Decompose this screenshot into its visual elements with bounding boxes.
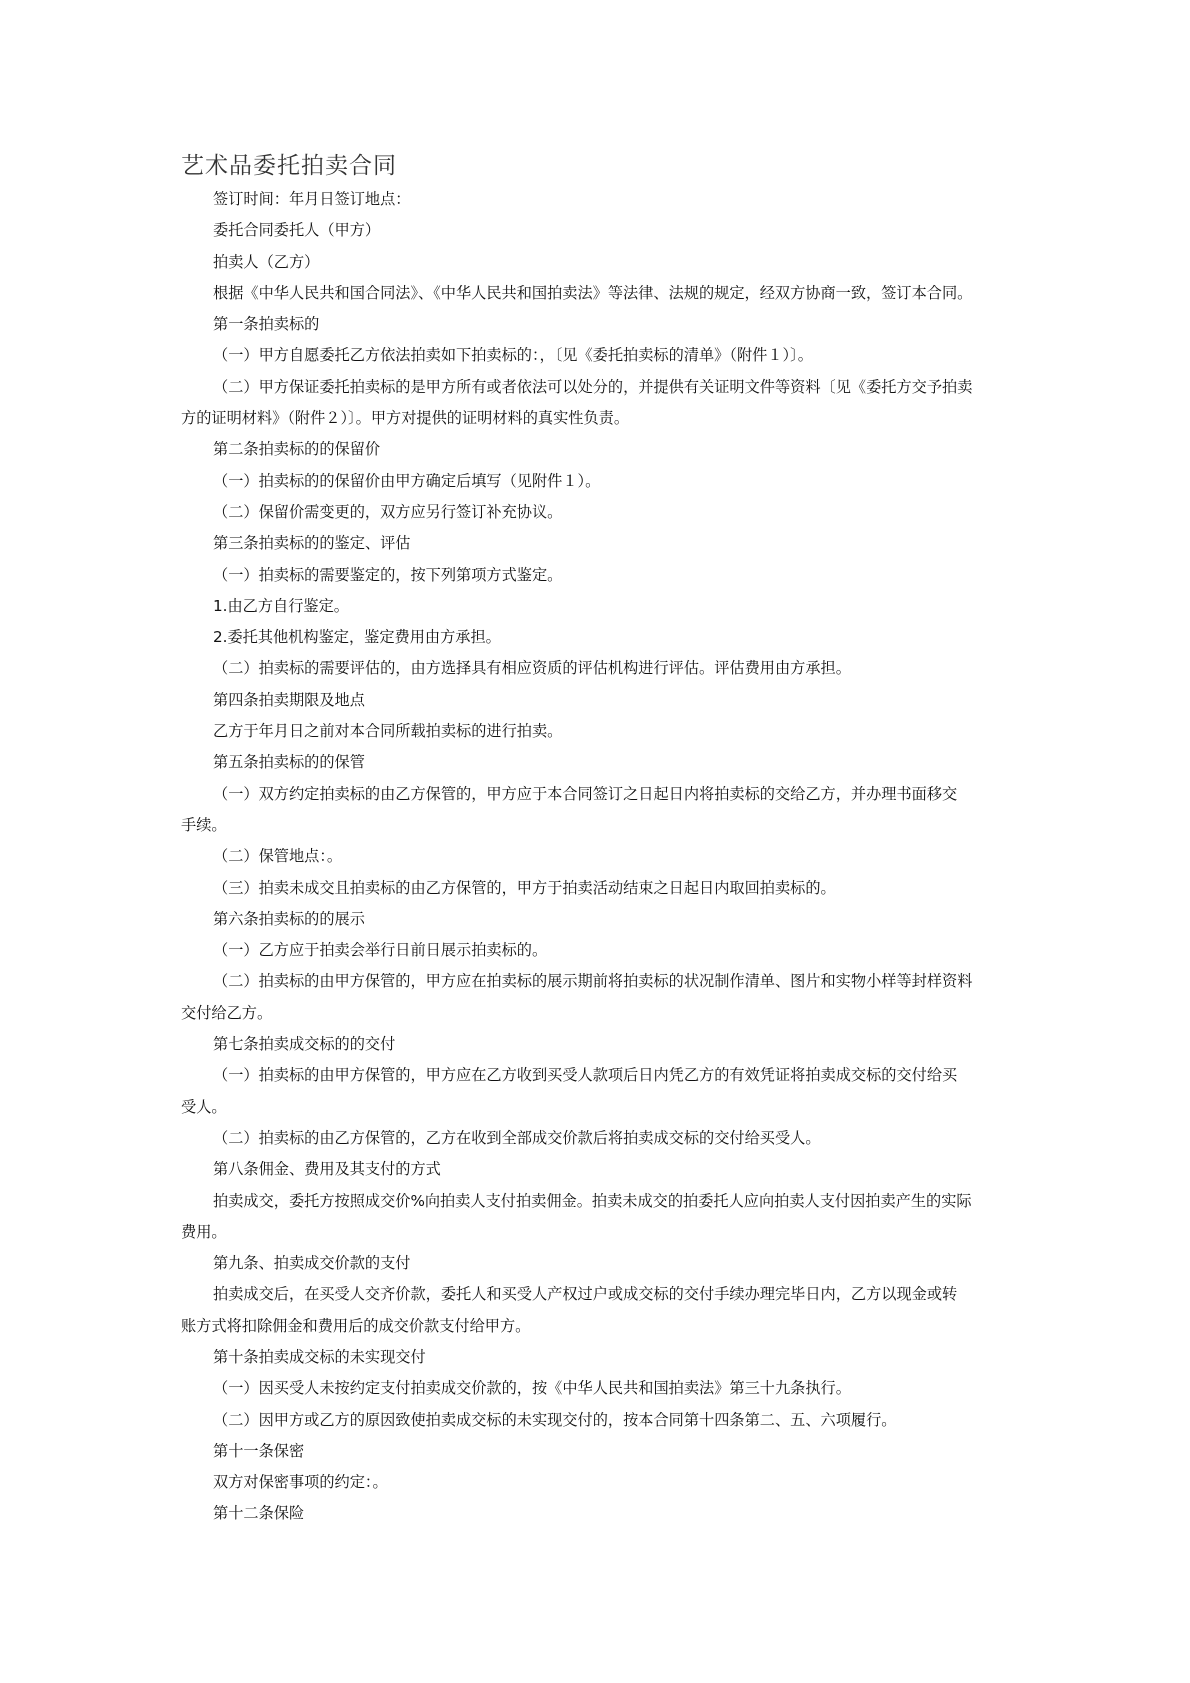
- article-5-clause-3: （三）拍卖未成交且拍卖标的由乙方保管的，甲方于拍卖活动结束之日起日内取回拍卖标的。: [213, 878, 836, 897]
- article-8-body: 拍卖成交，委托方按照成交价%向拍卖人支付拍卖佣金。拍卖未成交的拍委托人应向拍卖人支付因拍卖产生的实际: [213, 1191, 972, 1210]
- article-3-option-2: 2.委托其他机构鉴定，鉴定费用由方承担。: [213, 628, 501, 647]
- document-page: [181, 150, 1021, 1530]
- article-11-body: 双方对保密事项的约定：。: [213, 1473, 388, 1492]
- article-9-body-cont: 账方式将扣除佣金和费用后的成交价款支付给甲方。: [181, 1316, 531, 1335]
- article-6-clause-2: （二）拍卖标的由甲方保管的，甲方应在拍卖标的展示期前将拍卖标的状况制作清单、图片和实物小样等封样资料: [213, 972, 973, 991]
- document-title: 艺术品委托拍卖合同: [181, 153, 397, 179]
- article-6-clause-1: （一）乙方应于拍卖会举行日前日展示拍卖标的。: [213, 941, 548, 960]
- article-3-option-1: 1.由乙方自行鉴定。: [213, 596, 349, 615]
- article-2-clause-1: （一）拍卖标的的保留价由甲方确定后填写（见附件１）。: [213, 471, 601, 490]
- article-1-clause-2-cont: 方的证明材料》（附件２）〕。甲方对提供的证明材料的真实性负责。: [181, 409, 630, 428]
- signing-info: 签订时间：年月日签订地点：: [213, 190, 411, 208]
- preamble: 根据《中华人民共和国合同法》、《中华人民共和国拍卖法》等法律、法规的规定，经双方协商一致，签订本合同。: [213, 283, 973, 302]
- article-12-heading: 第十二条保险: [213, 1504, 305, 1523]
- article-5-clause-1: （一）双方约定拍卖标的由乙方保管的，甲方应于本合同签订之日起日内将拍卖标的交给乙方，并办理书面移交: [213, 784, 958, 803]
- article-2-heading: 第二条拍卖标的的保留价: [213, 440, 381, 459]
- article-2-clause-2: （二）保留价需变更的，双方应另行签订补充协议。: [213, 502, 563, 521]
- article-7-clause-1: （一）拍卖标的由甲方保管的，甲方应在乙方收到买受人款项后日内凭乙方的有效凭证将拍卖成交标的交付给买: [213, 1066, 958, 1085]
- article-1-clause-2: （二）甲方保证委托拍卖标的是甲方所有或者依法可以处分的，并提供有关证明文件等资料〔见《委托方交予拍卖: [213, 377, 973, 396]
- article-3-clause-1: （一）拍卖标的需要鉴定的，按下列第项方式鉴定。: [213, 565, 563, 584]
- article-10-clause-2: （二）因甲方或乙方的原因致使拍卖成交标的未实现交付的，按本合同第十四条第二、五、六项履行。: [213, 1410, 897, 1429]
- article-10-clause-1: （一）因买受人未按约定支付拍卖成交价款的，按《中华人民共和国拍卖法》第三十九条执行。: [213, 1379, 851, 1398]
- article-5-heading: 第五条拍卖标的的保管: [213, 753, 365, 772]
- article-6-heading: 第六条拍卖标的的展示: [213, 909, 365, 928]
- article-5-clause-2: （二）保管地点：。: [213, 847, 343, 866]
- article-7-clause-2: （二）拍卖标的由乙方保管的，乙方在收到全部成交价款后将拍卖成交标的交付给买受人。: [213, 1128, 821, 1147]
- article-3-heading: 第三条拍卖标的的鉴定、评估: [213, 534, 411, 553]
- article-4-body: 乙方于年月日之前对本合同所载拍卖标的进行拍卖。: [213, 722, 563, 741]
- article-7-clause-1-cont: 受人。: [181, 1097, 227, 1116]
- article-5-clause-1-cont: 手续。: [181, 815, 227, 834]
- party-b: 拍卖人（乙方）: [213, 252, 320, 271]
- article-10-heading: 第十条拍卖成交标的未实现交付: [213, 1347, 426, 1366]
- article-9-body: 拍卖成交后，在买受人交齐价款，委托人和买受人产权过户或成交标的交付手续办理完毕日内，乙方以现金或转: [213, 1285, 958, 1304]
- article-1-heading: 第一条拍卖标的: [213, 315, 320, 334]
- article-6-clause-2-cont: 交付给乙方。: [181, 1003, 273, 1022]
- article-8-body-cont: 费用。: [181, 1222, 227, 1241]
- article-7-heading: 第七条拍卖成交标的的交付: [213, 1035, 396, 1054]
- article-1-clause-1: （一）甲方自愿委托乙方依法拍卖如下拍卖标的：，〔见《委托拍卖标的清单》（附件１）〕。: [213, 346, 813, 365]
- article-11-heading: 第十一条保密: [213, 1441, 305, 1460]
- article-3-clause-2: （二）拍卖标的需要评估的，由方选择具有相应资质的评估机构进行评估。评估费用由方承担。: [213, 659, 851, 678]
- party-a: 委托合同委托人（甲方）: [213, 221, 381, 240]
- article-8-heading: 第八条佣金、费用及其支付的方式: [213, 1160, 441, 1179]
- article-9-heading: 第九条、拍卖成交价款的支付: [213, 1254, 411, 1273]
- article-4-heading: 第四条拍卖期限及地点: [213, 690, 365, 709]
